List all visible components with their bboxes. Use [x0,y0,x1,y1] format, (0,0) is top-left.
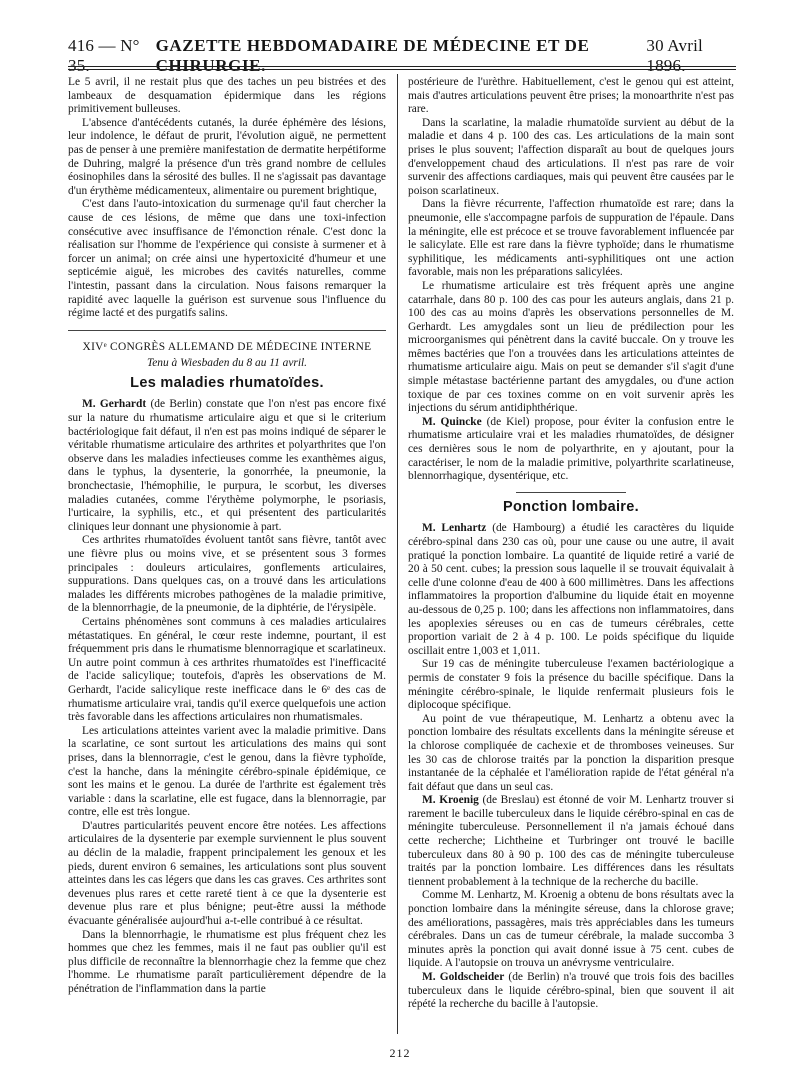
paragraph: L'absence d'antécédents cutanés, la durée éphémère des lésions, leur indolence, le défaut de prurit, l'évolution aiguë, ne permettent pas de penser à une première manifestation de dermatite herpétiforme de Duhring, malgré la présence d'un très grand nombre de cellules éosinophiles dans la sérosité des bulles. Il ne s'agissait pas davantage d'un érythème médicamenteux, alimentaire ou purement brightique, [68,116,386,197]
page-number: 416 — N° 35. [68,36,140,75]
speaker-name: M. Goldscheider [422,971,505,983]
paragraph-text: (de Berlin) constate que l'on n'est pas encore fixé sur la nature du rhumatisme articulaire aigu et que si le criterium bactériologique fait défaut, il n'en est pas moins indiqué de séparer le véritable rhumatisme articulaire des arthrites et polyarthrites que l'on observe dans les maladies infectieuses comme les exanthèmes aigus, dans le typhus, la dysenterie, la gonorrhée, la pneumonie, la bronchectasie, l'hémophilie, le purpura, le scorbut, les diverses maladies cutanées, comme l'érythème polymorphe, le psoriasis, l'urticaire, la syphilis, etc., et qui présentent des particularités cliniques leur donnant une physionomie à part. [68,398,386,533]
paragraph: postérieure de l'urèthre. Habituellement, c'est le genou qui est atteint, mais d'autres articulations peuvent être prises; la monoarthrite n'est pas rare. [408,76,734,116]
header-rule [68,66,736,67]
section-heading: Les maladies rhumatoïdes. [130,374,324,391]
paragraph: Comme M. Lenhartz, M. Kroenig a obtenu de bons résultats avec la ponction lombaire dans la méningite séreuse, dans la chlorose grave; des améliorations, passagères, mais très appréciables dans les tumeurs cérébrales. Dans un cas de tumeur cérébrale, la malade succomba 3 minutes après la ponction qui avait donné issue à 75 cent. cubes de liquide. A l'autopsie on trouva un anévrysme ventriculaire. [408,889,734,970]
paragraph: Le rhumatisme articulaire est très fréquent après une angine catarrhale, dans 80 p. 100 des cas pour les auteurs anglais, dans 21 p. 100 des cas au moins d'après les observations personnelles de M. Gerhardt. Les amygdales sont un lieu de prédilection pour les microorganismes qui pénètrent dans la cavité buccale. On y trouve les mêmes bactéries que l'on a trouvées dans les articulations atteintes de rhumatisme articulaire aigu. Mais on peut se demander s'il s'agit d'une simple métastase bactérienne partant des amygdales, ou d'une action toxique de par ces toxines comme on en voit survenir après les injections du sérum antidiphthérique. [408,279,734,415]
section-divider [68,330,386,331]
section-divider [516,492,626,493]
paragraph [408,794,734,889]
paragraph: D'autres particularités peuvent encore être notées. Les affections articulaires de la dysenterie par exemple surviennent le plus souvent au déclin de la maladie, frappent principalement les genoux et les pieds, durent environ 6 semaines, les articulations sont plus souvent atteintes dans les cas légers que dans les cas graves. Ces arthrites sont devenues plus rares et cette rareté tient à ce que la dysenterie est devenue plus rare et plus bénigne; peut-être aussi la méthode évacuante généralisée aujourd'hui a-t-elle contribué à ce résultat. [68,819,386,928]
speaker-name: M. Lenhartz [422,522,487,535]
paragraph: C'est dans l'auto-intoxication du surmenage qu'il faut chercher la cause de ces lésions, de même que dans une toxi-infection consécutive avec insuffisance de l'émonction rénale. C'est donc la réalisation sur l'homme de l'expérience qui consiste à surmener et à forcer un animal; on crée ainsi une hypertoxicité d'humeur et une septicémie aiguë, les microbes des cavités naturelles, comme l'intestin, passant dans la circulation. Nous faisons remarquer la rapidité avec laquelle la guérison est survenue sous l'influence du régime lacté et des purgatifs salins. [68,198,386,320]
paragraph-text: (de Kiel) propose, pour éviter la confusion entre le rhumatisme articulaire vrai et les maladies rhumatoïdes, de désigner ces dernières sous le nom de polyarthrite, en y ajoutant, pour la caractériser, le nom de la maladie primitive, polyarthrite scarlatineuse, blennorrhagique, dysentérique, etc. [408,415,734,483]
paragraph: Les articulations atteintes varient avec la maladie primitive. Dans la scarlatine, ce sont surtout les articulations des mains qui sont prises, dans la blennorragie, c'est le genou, dans la fièvre typhoïde, c'est la hanche, dans la méningite cérébro-spinale épidémique, ce sont les mains et le genou. La durée de l'arthrite est également très variable : dans la scarlatine, elle est fugace, dans la blennorragie, par contre, elle est très longue. [68,724,386,819]
congress-subtitle: Tenu à Wiesbaden du 8 au 11 avril. [146,357,308,370]
paragraph-text: (de Breslau) est étonné de voir M. Lenhartz trouver si rarement le bacille tuberculeux dans le liquide cérébro-spinal en cas de méningite tuberculeuse. Personnellement il n'a jamais échoué dans cette recherche; Lichtheine et Turbringer ont trouvé le bacille tuberculeux dans 80 à 90 p. 100 des cas de méningite tuberculeuse traités par la ponction lombaire. Les différences dans les résultats tiennent probablement à la technique de la recherche du bacille. [408,794,734,888]
header-rule-thin [68,69,736,70]
speaker-name: M. Gerhardt [82,398,147,411]
paragraph [408,971,734,1012]
paragraph: Sur 19 cas de méningite tuberculeuse l'examen bactériologique a permis de constater 9 fois la présence du bacille spécifique. Dans la méningite cérébro-spinale, le liquide renfermait plusieurs fois le diplocoque spécifique. [408,658,734,712]
speaker-name: M. Quincke [422,415,482,428]
paragraph [408,522,734,658]
paragraph: Le 5 avril, il ne restait plus que des taches un peu bistrées et des lambeaux de desquamation épidermique dans les régions primitivement bulleuses. [68,76,386,116]
journal-title: GAZETTE HEBDOMADAIRE DE MÉDECINE ET DE CHIRURGIE. [155,36,590,75]
left-column [68,76,386,997]
folio-number: 212 [389,1046,411,1060]
paragraph-text: (de Hambourg) a étudié les caractères du liquide cérébro-spinal dans 230 cas où, pour une cause ou une autre, il avait pratiqué la ponction lombaire. La quantité de liquide retiré a varié de 20 à 50 cent. cubes; la pression sous laquelle il se trouvait équivalait à celle d'une colonne d'eau de 400 à 600 millimètres. Dans les affections inflammatoires la proportion d'albumine du liquide était en moyenne au-dessous de 0,25 p. 100; dans les affections non inflammatoires, dans les apoplexies séreuses ou en cas de tumeurs cérébrales, cette proportion variait de 2 à 4 p. 100. Le poids spécifique du liquide oscillait entre 1,003 et 1,011. [408,522,734,657]
congress-title: XIVᵉ CONGRÈS ALLEMAND DE MÉDECINE INTERNE [82,340,372,353]
speaker-name: M. Kroenig [422,794,479,807]
running-header [68,36,736,75]
column-divider [397,74,398,1034]
paragraph [68,398,386,534]
paragraph: Au point de vue thérapeutique, M. Lenhartz a obtenu avec la ponction lombaire des résultats excellents dans la méningite séreuse et la chlorose compliquée de cachexie et de thromboses veineuses. Sur les 30 cas de chlorose traités par la ponction la disparition presque instantanée de la céphalée et l'amélioration rapide de l'état général n'a fait défaut que dans un seul cas. [408,712,734,793]
paragraph: Dans la fièvre récurrente, l'affection rhumatoïde est rare; dans la pneumonie, elle s'accompagne parfois de suppuration de l'épaule. Dans la méningite, elle est précoce et se trouve favorablement influencée par le salicylate. Elle est rare dans la fièvre typhoïde; dans le rhumatisme syphilitique, les médicaments anti-syphilitiques ont une action favorable, mais non les préparations salicylées. [408,198,734,279]
paragraph [408,416,734,484]
issue-date: 30 Avril 1896. [646,36,703,75]
right-column [408,76,734,1012]
paragraph: Dans la blennorrhagie, le rhumatisme est plus fréquent chez les hommes que chez les femmes, mais il ne faut pas oublier qu'il est plus difficile de reconnaître la blennorrhagie chez la femme que chez l'homme. Le rhumatisme paraît particulièrement dépendre de la pénétration de l'inflammation dans la partie [68,928,386,995]
paragraph: Ces arthrites rhumatoïdes évoluent tantôt sans fièvre, tantôt avec une fièvre plus ou moins vive, et se présentent sous 3 formes principales : douleurs articulaires, gonflements articulaires, suppurations. Dans quelques cas, on a trouvé dans les articulations malades les différents microbes pathogènes de la maladie primitive, de la blennorrhagie, de la pneumonie, de la diphtérie, de l'érysipèle. [68,534,386,615]
paragraph: Certains phénomènes sont communs à ces maladies articulaires métastatiques. En général, le cœur reste indemne, pourtant, il est fréquemment pris dans le rhumatisme blennorragique et scarlatineux. Un autre point commun à ces arthrites rhumatoïdes est l'inefficacité de l'acide salicylique; toutefois, d'après les observations de M. Gerhardt, l'acide salicylique reste inefficace dans le 6ᵉ des cas de rhumatisme articulaire vrai, tandis qu'il exerce quelquefois une action très favorable dans les affections articulaires non rhumatismales. [68,615,386,724]
paragraph: Dans la scarlatine, la maladie rhumatoïde survient au début de la maladie et dans 4 p. 100 des cas. Les articulations de la main sont prises le plus souvent; l'affection disparaît au bout de quelques jours d'enveloppement chaud des articulations. Il n'est pas rare de voir survenir des affections cardiaques, mais qui peuvent être causées par le poison scarlatineux. [408,116,734,197]
paragraph-text: (de Berlin) n'a trouvé que trois fois des bacilles tuberculeux dans le liquide cérébro-spinal, bien que souvent il ait répété la recherche du bacille à l'autopsie. [408,971,734,1011]
section-heading: Ponction lombaire. [503,498,639,515]
